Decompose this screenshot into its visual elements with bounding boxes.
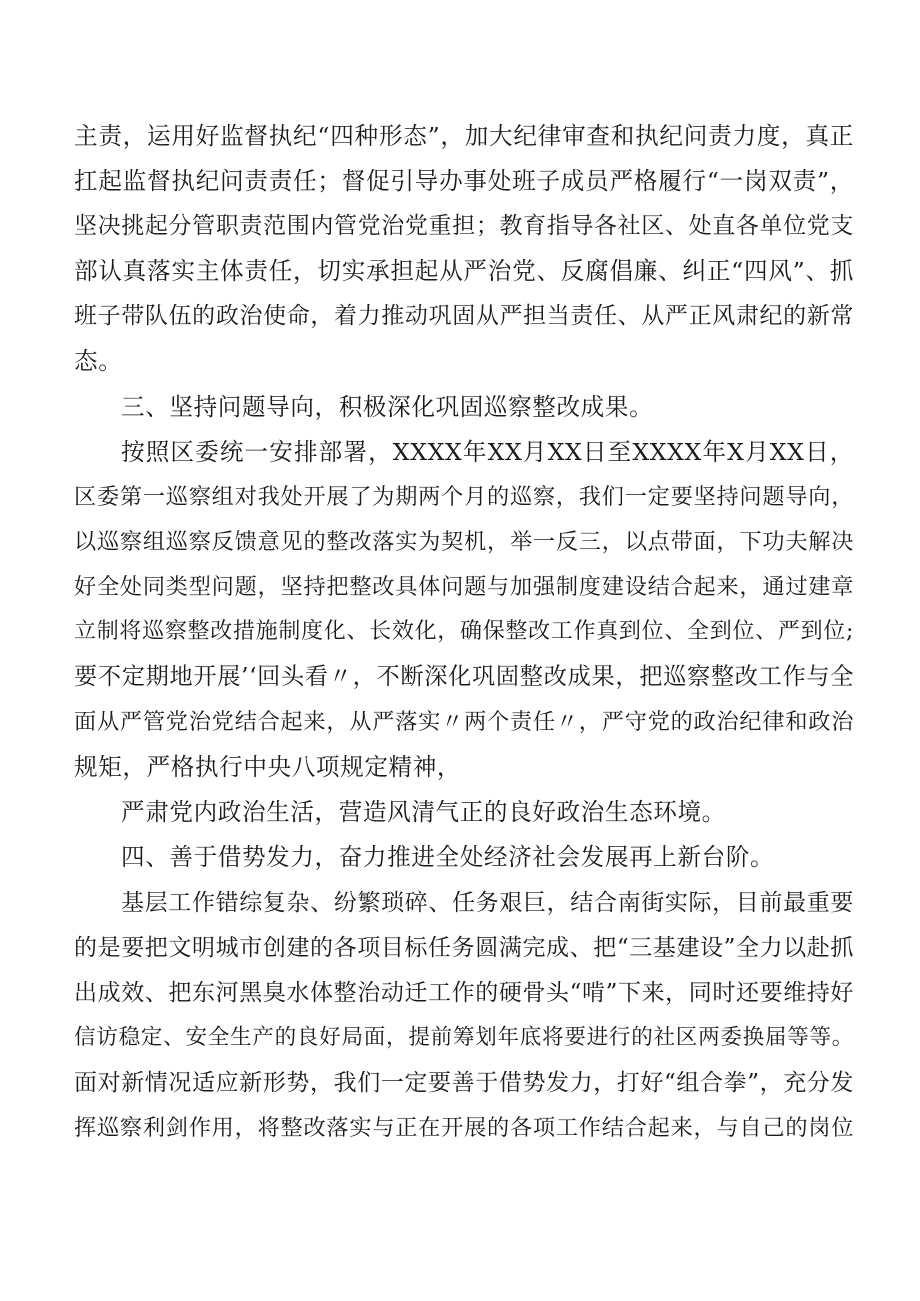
text-line: 面从严管党治党结合起来，从严落实〃两个责任〃，严守党的政治纪律和政治 [74, 709, 854, 735]
section-heading: 三、坚持问题导向，积极深化巩固巡察整改成果。 [121, 393, 654, 421]
section-heading: 四、善于借势发力，奋力推进全处经济社会发展再上新台阶。 [121, 843, 775, 871]
text-line: 严肃党内政治生活，营造风清气正的良好政治生态环境。 [121, 798, 726, 826]
text-line: 区委第一巡察组对我处开展了为期两个月的巡察，我们一定要坚持问题导向， [74, 484, 854, 510]
text-line: 按照区委统一安排部署，XXXX年XX月XX日至XXXX年X月XX日， [121, 438, 854, 466]
text-line: 主责，运用好监督执纪“四种形态”，加大纪律审查和执纪问责力度，真正 [74, 122, 854, 150]
text-line: 班子带队伍的政治使命，着力推动巩固从严担当责任、从严正风肃纪的新常 [74, 303, 854, 329]
text-line: 坚决挑起分管职责范围内管党治党重担；教育指导各社区、处直各单位党支 [74, 213, 854, 239]
text-line: 立制将巡察整改措施制度化、长效化，确保整改工作真到位、全到位、严到位; [74, 619, 854, 644]
text-line: 基层工作错综复杂、纷繁琐碎、任务艰巨，结合南街实际，目前最重要 [121, 890, 854, 916]
text-line: 信访稳定、安全生产的良好局面，提前筹划年底将要进行的社区两委换届等等。 [74, 1025, 854, 1050]
text-line: 好全处同类型问题，坚持把整改具体问题与加强制度建设结合起来，通过建章 [74, 574, 854, 600]
text-line: 以巡察组巡察反馈意见的整改落实为契机，举一反三，以点带面，下功夫解决 [74, 529, 854, 555]
text-line: 扛起监督执纪问责责任；督促引导办事处班子成员严格履行“一岗双责”， [74, 167, 854, 195]
text-line: 面对新情况适应新形势，我们一定要善于借势发力，打好“组合拳”，充分发 [74, 1070, 854, 1096]
text-line: 挥巡察利剑作用，将整改落实与正在开展的各项工作结合起来，与自己的岗位 [74, 1115, 854, 1141]
text-line: 的是要把文明城市创建的各项目标任务圆满完成、把“三基建设”全力以赴抓 [74, 935, 854, 961]
text-line: 规矩，严格执行中央八项规定精神， [74, 753, 462, 781]
text-line: 部认真落实主体责任，切实承担起从严治党、反腐倡廉、纠正“四风”、抓 [74, 257, 854, 285]
text-line: 态。 [74, 347, 123, 375]
text-line: 要不定期地开展’‘回头看〃，不断深化巩固整改成果，把巡察整改工作与全 [74, 663, 854, 690]
text-line: 出成效、把东河黑臭水体整治动迁工作的硬骨头“啃”下来，同时还要维持好 [74, 980, 854, 1006]
